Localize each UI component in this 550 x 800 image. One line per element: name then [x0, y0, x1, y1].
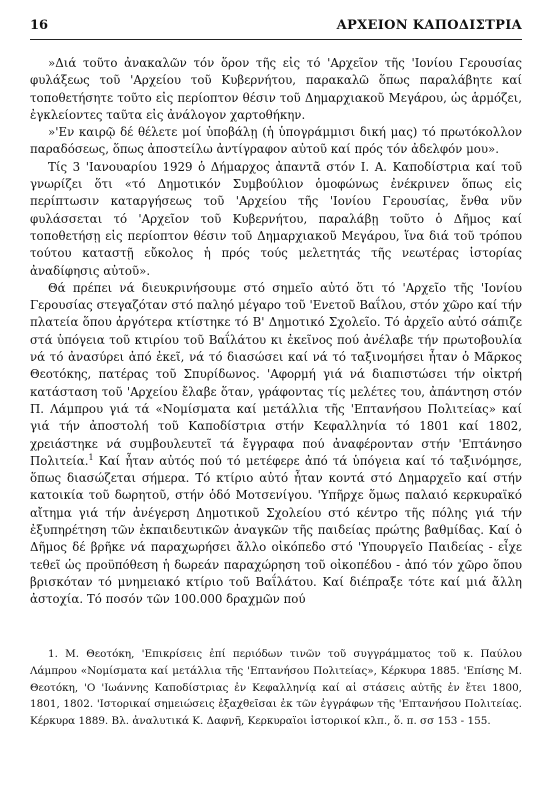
footnote-reference[interactable]: 1	[88, 452, 94, 462]
footnotes	[30, 646, 522, 730]
paragraph-2: »'Εν καιρῷ δέ θέλετε μοί ὑποβάλῃ (ἡ ὑπογράμμισι δική μας) τό πρωτόκολλον παραδόσεως, ὅπως ἀποστείλω ἀντίγραφον αὐτοῦ καί πρός τόν ἀδελφόν μου».	[30, 125, 522, 157]
paragraph-3: Τίς 3 'Ιανουαρίου 1929 ὁ Δήμαρχος ἀπαντᾶ στόν Ι. Α. Καποδίστρια καί τοῦ γνωρίζει ὅτι «τό Δημοτικόν Συμβούλιον ὁμοφώνως ἐνέκρινεν ὅπως εἰς περίπτωσιν καταργήσεως τοῦ 'Αρχείου τῆς 'Ιονίου Γερουσίας, ἔνθα νῦν φυλάσσεται τό 'Αρχεῖον τοῦ Κυβερνήτου, παραλάβῃ τοῦτο ὁ Δῆμος καί τοποθετήσῃ εἰς περίοπτον θέσιν τοῦ Δημαρχιακοῦ Μεγάρου, ἵνα διά τοῦ τρόπου τούτου καταστῇ εὔκολος ἡ πρός τούς μελετητάς τῆς νεωτέρας ἱστορίας ἀναδίφησις αὐτοῦ».	[30, 159, 522, 278]
book-page	[30, 0, 522, 800]
footnote-1: 1. Μ. Θεοτόκη, 'Επικρίσεις ἐπί περιόδων τινῶν τοῦ συγγράμματος τοῦ κ. Παύλου Λάμπρου «Νομίσματα καί μετάλλια τῆς 'Επτανήσου Πολιτείας», Κέρκυρα 1885. 'Επίσης Μ. Θεοτόκη, 'Ο 'Ιωάννης Καποδίστριας ἐν Κεφαλληνίᾳ καί αἱ στάσεις αὐτῆς ἐν ἔτει 1800, 1801, 1802. 'Ιστορικαί σημειώσεις ἐξαχθεῖσαι ἐκ τῶν ἐγγράφων τῆς 'Επτανήσου Πολιτείας. Κέρκυρα 1889. Βλ. ἀναλυτικά Κ. Δαφνῆ, Κερκυραϊοι ἱστορικοί κλπ., ὅ. π. σσ 153 - 155.	[30, 648, 522, 728]
paragraph-4-continuation: Καί ἦταν αὐτός πού τό μετέφερε ἀπό τά ὑπόγεια καί τό ταξινόμησε, ὅπως διασώζεται σήμερα. Τό κτίριο αὐτό ἦταν κοντά στό Δημαρχεῖο καί στήν κατοικία τοῦ δωρητοῦ, στήν ὁδό Μοτσενίγου. 'Υπῆρχε ὅμως παλαιό κερκυραϊκό αἴτημα γιά τήν ἀνέγερση Δημοτικοῦ Σχολείου στό κέντρο τῆς πόλης γιά τήν ἐξυπηρέτηση τῶν ἐκπαιδευτικῶν ἀναγκῶν τῆς παιδείας πρώτης βαθμίδας. Καί ὁ Δῆμος δέ βρῆκε νά παραχωρήσει ἄλλο οἰκόπεδο στό 'Υπουργεῖο Παιδείας - εἶχε τεθεῖ ὡς προϋπόθεση ἡ δωρεάν παραχώρηση τοῦ οἰκοπέδου - ἀπό τόν χῶρο ὅπου βρισκόταν τό μνημειακό κτίριο τοῦ Βαΐλάτου. Καί διέπραξε τότε καί μιά ἄλλη ἀστοχία. Τό ποσόν τῶν 100.000 δραχμῶν πού	[30, 453, 522, 607]
main-text	[30, 55, 522, 609]
page-number: 16	[30, 18, 49, 33]
paragraph-4	[30, 280, 522, 609]
header-rule	[30, 39, 522, 40]
paragraph-1: »Διά τοῦτο ἀνακαλῶν τόν ὅρον τῆς εἰς τό 'Αρχεῖον τῆς 'Ιονίου Γερουσίας φυλάξεως τοῦ 'Αρχείου τοῦ Κυβερνήτου, παρακαλῶ ὅπως παραλάβητε καί τοποθετήσητε τοῦτο εἰς περίοπτον θέσιν τοῦ Δημαρχιακοῦ Μεγάρου, ὡς ἁρμόζει, ἐγκλείοντες ταῦτα εἰς ἀνάλογον χαρτοθήκην.	[30, 56, 522, 122]
running-title: ΑΡΧΕΙΟΝ ΚΑΠΟΔΙΣΤΡΙΑ	[336, 18, 522, 33]
running-header	[30, 18, 522, 36]
paragraph-4-text: Θά πρέπει νά διευκρινήσουμε στό σημεῖο αὐτό ὅτι τό 'Αρχεῖο τῆς 'Ιονίου Γερουσίας στεγαζόταν στό παληό μέγαρο τοῦ 'Ενετοῦ Βαΐλου, στόν χῶρο καί τήν πλατεία ὅπου ἀργότερα κτίστηκε τό Β' Δημοτικό Σχολεῖο. Τό ἀρχεῖο αὐτό σάπιζε στά ὑπόγεια τοῦ κτιρίου τοῦ Βαΐλάτου κι ἐκεῖνος πού ἀνέλαβε τήν πρωτοβουλία νά τό ἀνασύρει ἀπό ἐκεῖ, νά τό διασώσει καί νά τό ταξινομήσει ἦταν ὁ Μᾶρκος Θεοτόκης, πατέρας τοῦ Σπυρίδωνος. 'Αφορμή γιά νά διαπιστώσει τήν οἰκτρή κατάσταση τοῦ 'Αρχείου ἔλαβε ὅταν, γράφοντας τίς μελέτες του, ἀπάντηση στόν Π. Λάμπρου γιά τά «Νομίσματα καί μετάλλια τῆς 'Επτανήσου Πολιτείας» καί γιά τήν ἀποστολή τοῦ Καποδίστρια στήν Κεφαλληνία τό 1801 καί 1802, χρειάστηκε νά συμβουλευτεῖ τά ἔγγραφα πού ἀναφέρονταν στήν 'Επτάνησο Πολιτεία.	[30, 280, 522, 468]
